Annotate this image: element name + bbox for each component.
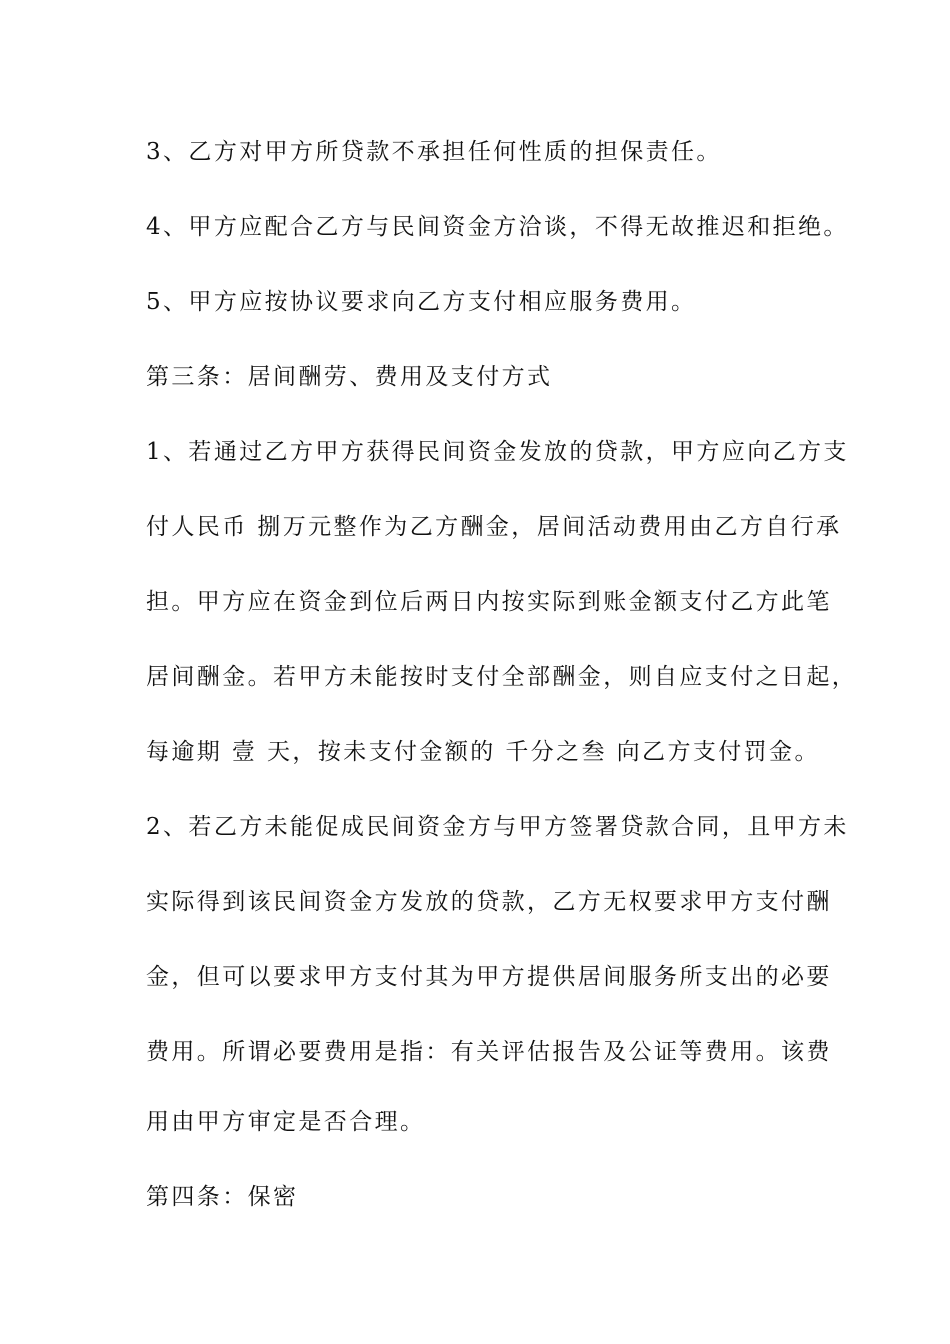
clause-3-item-1-line-5: 每逾期 壹 天，按未支付金额的 千分之叁 向乙方支付罚金。 (146, 739, 820, 765)
clause-2-item-5: 5、甲方应按协议要求向乙方支付相应服务费用。 (146, 289, 697, 315)
clause-3-item-1-line-2: 付人民币 捌万元整作为乙方酬金，居间活动费用由乙方自行承 (146, 514, 842, 540)
clause-3-item-2-line-4: 费用。所谓必要费用是指：有关评估报告及公证等费用。该费 (146, 1039, 832, 1065)
clause-3-item-1-line-3: 担。甲方应在资金到位后两日内按实际到账金额支付乙方此笔 (146, 589, 832, 615)
clause-2-item-4: 4、甲方应配合乙方与民间资金方洽谈，不得无故推迟和拒绝。 (146, 214, 849, 240)
clause-3-item-1-line-4: 居间酬金。若甲方未能按时支付全部酬金，则自应支付之日起， (146, 664, 858, 690)
clause-3-item-1-line-1: 1、若通过乙方甲方获得民间资金发放的贷款，甲方应向乙方支 (146, 439, 849, 465)
clause-3-item-2-line-1: 2、若乙方未能促成民间资金方与甲方签署贷款合同，且甲方未 (146, 814, 849, 840)
clause-3-item-2-line-2: 实际得到该民间资金方发放的贷款，乙方无权要求甲方支付酬 (146, 889, 832, 915)
clause-3-item-2-line-3: 金，但可以要求甲方支付其为甲方提供居间服务所支出的必要 (146, 964, 832, 990)
clause-4-heading: 第四条：保密 (146, 1184, 299, 1210)
clause-3-heading: 第三条：居间酬劳、费用及支付方式 (146, 364, 553, 390)
clause-3-item-2-line-5: 用由甲方审定是否合理。 (146, 1109, 426, 1135)
clause-2-item-3: 3、乙方对甲方所贷款不承担任何性质的担保责任。 (146, 139, 722, 165)
